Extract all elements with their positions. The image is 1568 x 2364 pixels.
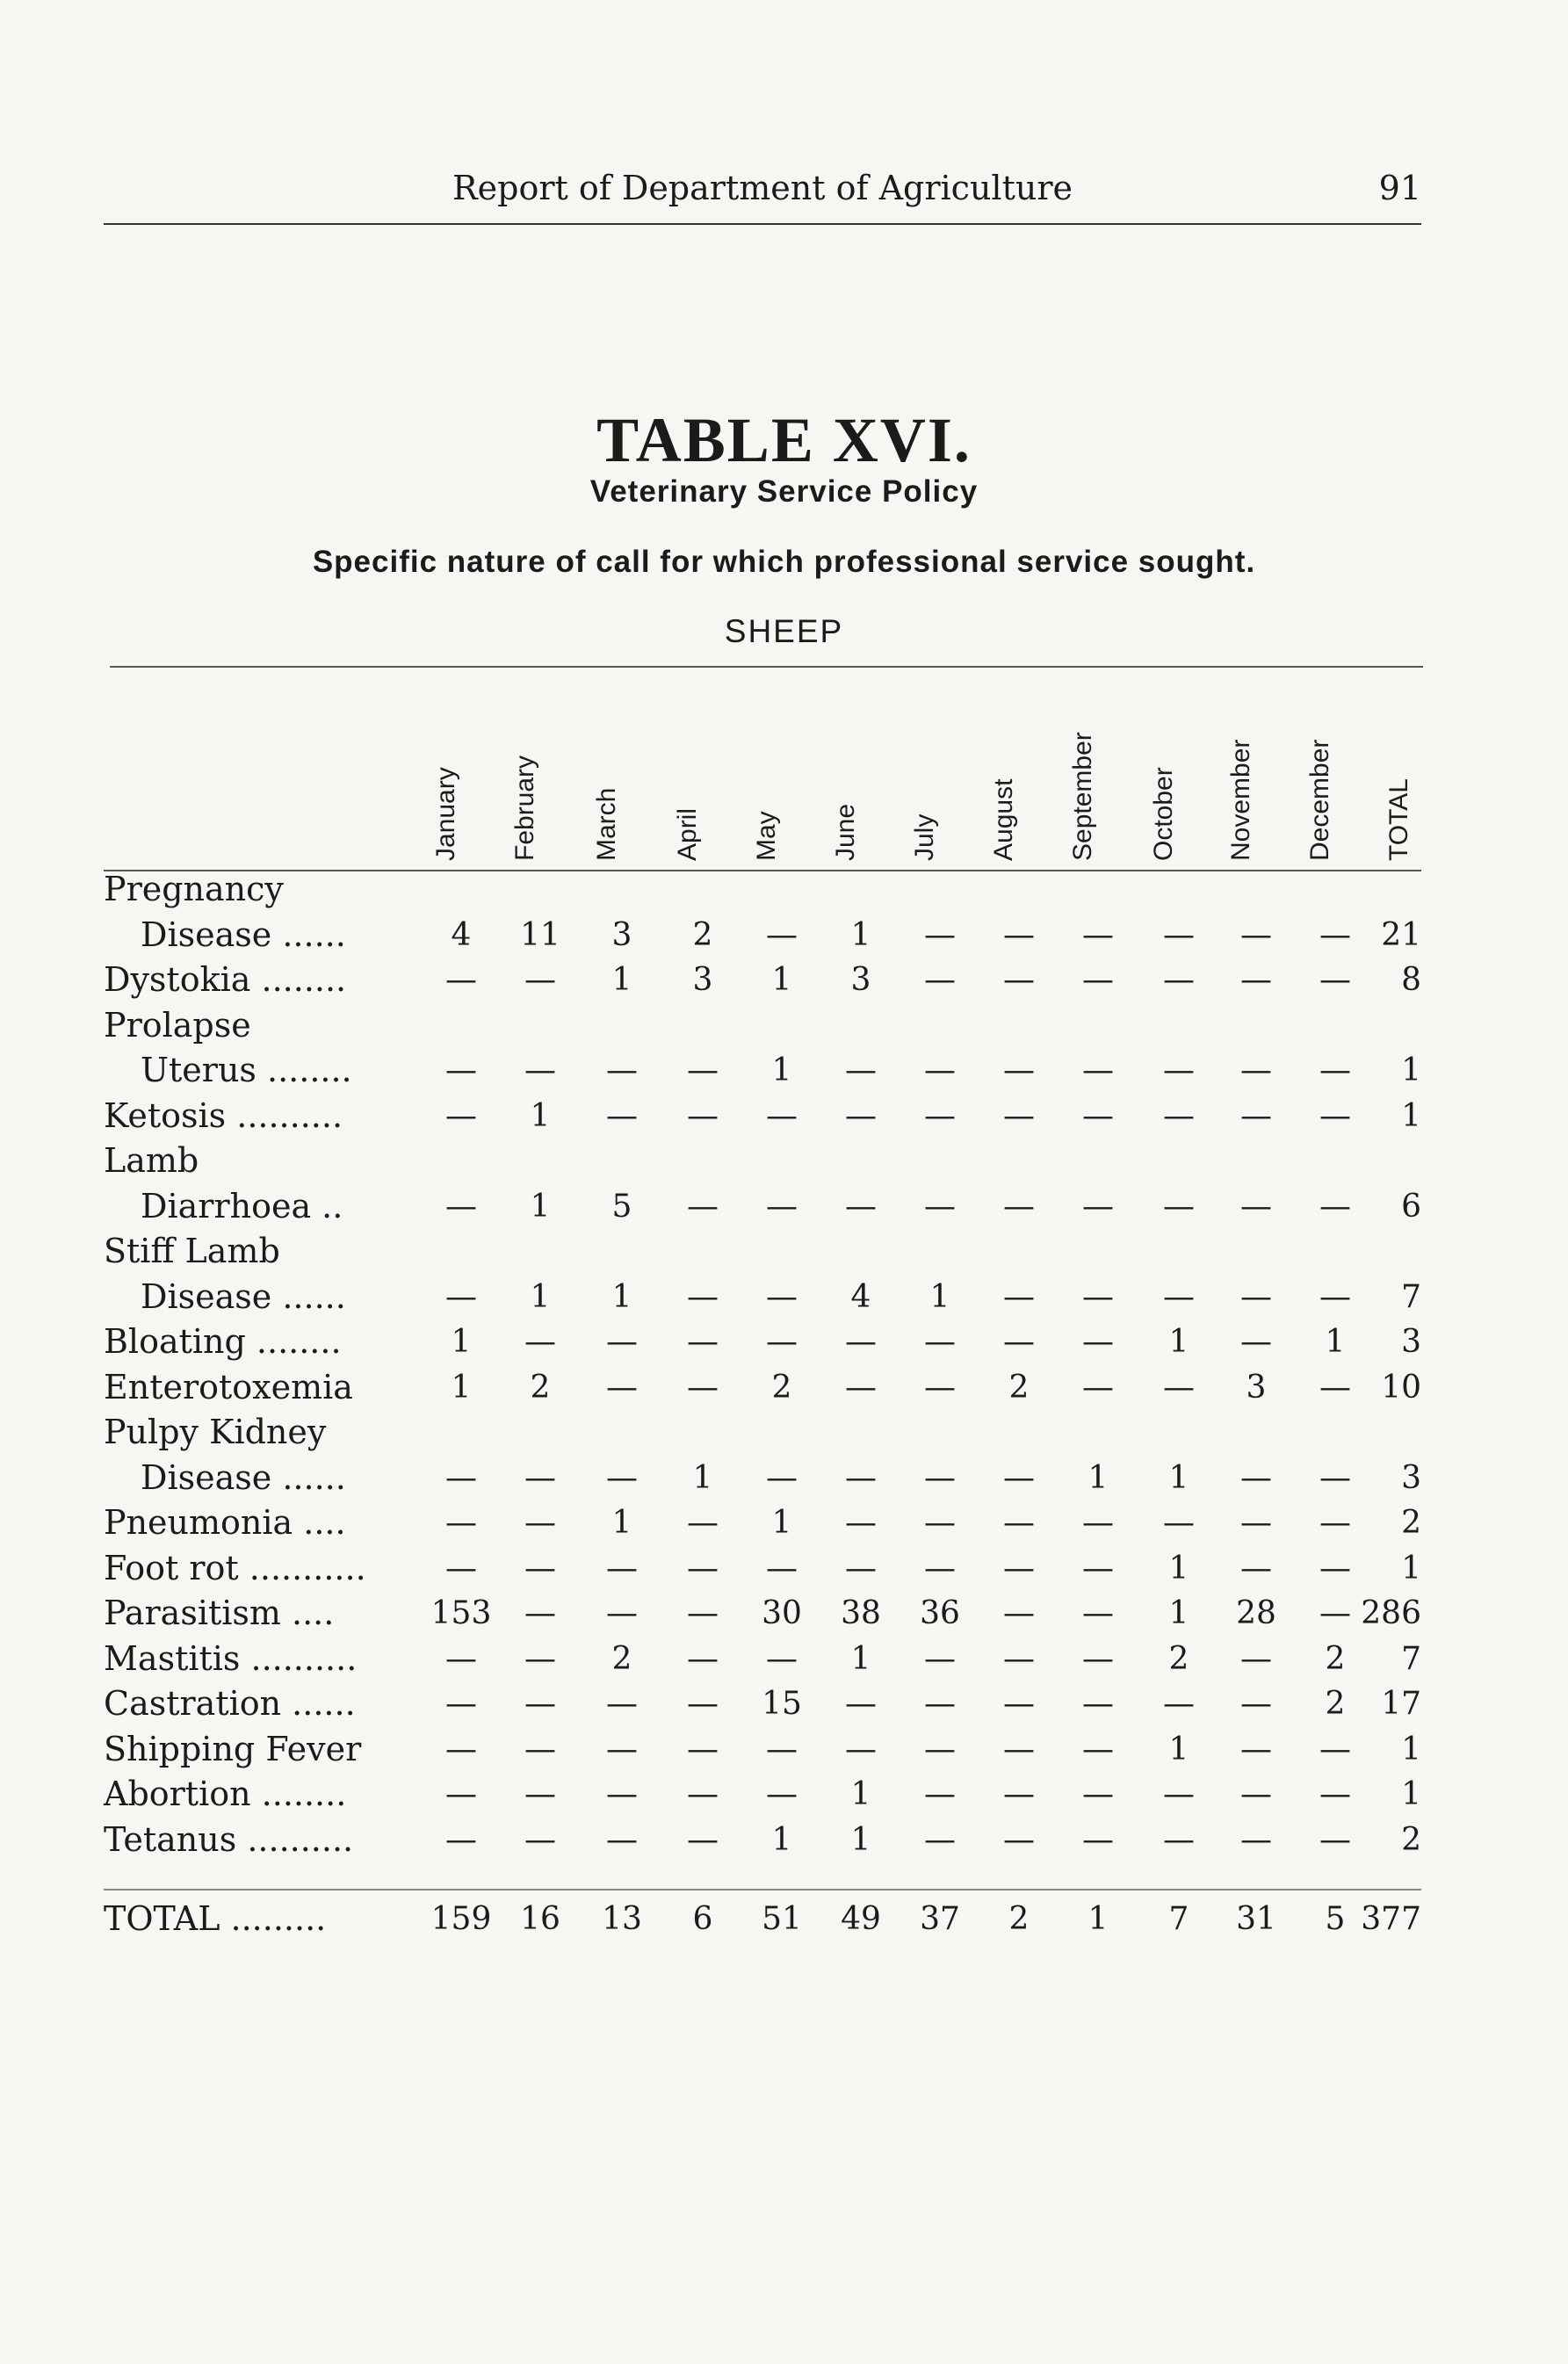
table-cell: —	[1319, 1595, 1351, 1631]
table-cell: —	[1319, 1278, 1351, 1315]
table-cell: —	[1240, 1731, 1272, 1768]
table-cell: —	[524, 1686, 556, 1722]
table-cell: 2	[771, 1369, 792, 1406]
table-cell: —	[445, 1505, 477, 1541]
table-cell: 2	[1008, 1369, 1030, 1406]
table-cell: —	[1319, 1505, 1351, 1541]
table-cell: 21	[1381, 916, 1421, 953]
table-cell: —	[924, 1188, 956, 1225]
column-header-label: September	[1068, 732, 1097, 861]
row-label: Pregnancy	[104, 870, 284, 908]
table-cell: —	[845, 1686, 877, 1722]
table-cell: —	[1163, 1686, 1195, 1722]
table-cell: —	[606, 1595, 638, 1631]
table-species: SHEEP	[724, 613, 844, 649]
table-cell: —	[845, 1369, 877, 1406]
table-cell: 1	[1401, 1052, 1421, 1088]
table-cell: 1	[1401, 1776, 1421, 1812]
table-cell: 5	[611, 1188, 632, 1225]
table-cell: 7	[1401, 1278, 1421, 1315]
table-cell: —	[606, 1459, 638, 1496]
table-cell: 1	[1401, 1731, 1421, 1768]
table-cell: —	[445, 1821, 477, 1858]
table-cell: —	[1240, 1640, 1272, 1677]
table-cell: 3	[1401, 1324, 1421, 1360]
table-cell: —	[1319, 1731, 1351, 1768]
table-cell: 1	[692, 1459, 713, 1496]
table-cell: —	[1003, 1097, 1035, 1134]
table-cell: —	[766, 1459, 798, 1496]
table-cell: 1	[771, 1052, 792, 1088]
table-cell: —	[1003, 916, 1035, 953]
table-cell: 1	[451, 1324, 472, 1360]
table-cell: —	[1082, 962, 1114, 998]
table-cell: —	[924, 1731, 956, 1768]
table-cell: 1	[850, 916, 871, 953]
table-cell: —	[766, 1278, 798, 1315]
table-cell: 2	[692, 916, 713, 953]
table-subtitle: Veterinary Service Policy	[589, 474, 979, 509]
table-cell: —	[524, 1052, 556, 1088]
table-cell: —	[1163, 962, 1195, 998]
table-cell: 3	[692, 962, 713, 998]
table-cell: 1	[451, 1369, 472, 1406]
table-cell: —	[924, 1459, 956, 1496]
table-cell: 2	[611, 1640, 632, 1677]
table-cell: —	[445, 1278, 477, 1315]
table-cell: —	[766, 1188, 798, 1225]
table-cell: —	[524, 1459, 556, 1496]
column-header-label: November	[1226, 739, 1255, 861]
table-cell: —	[1240, 1188, 1272, 1225]
table-cell: —	[687, 1188, 719, 1225]
column-header-label: TOTAL	[1384, 778, 1413, 861]
table-cell: —	[1319, 1821, 1351, 1858]
running-head	[104, 169, 1421, 221]
table-cell: 2	[1401, 1821, 1421, 1858]
table-cell: 28	[1236, 1595, 1276, 1631]
table-cell: —	[687, 1640, 719, 1677]
table-cell: —	[1082, 1776, 1114, 1812]
row-label: Uterus ........	[141, 1051, 352, 1089]
table-cell: —	[924, 1550, 956, 1587]
total-cell: 49	[841, 1901, 881, 1937]
table-cell: —	[1003, 1550, 1035, 1587]
table-cell: —	[524, 1324, 556, 1360]
row-label: Dystokia ........	[104, 960, 347, 999]
table-cell: —	[1319, 1776, 1351, 1812]
table-cell: —	[845, 1459, 877, 1496]
table-cell: —	[1163, 1188, 1195, 1225]
table-cell: —	[445, 1459, 477, 1496]
table-cell: —	[1319, 916, 1351, 953]
table-cell: 1	[929, 1278, 950, 1315]
table-cell: 15	[762, 1686, 802, 1722]
table-cell: —	[687, 1550, 719, 1587]
row-label: Parasitism ....	[104, 1594, 335, 1632]
table-cell: —	[845, 1052, 877, 1088]
total-rule	[104, 1889, 1421, 1890]
table-cell: —	[924, 1686, 956, 1722]
column-header-label: April	[673, 807, 702, 861]
table-cell: —	[1003, 1595, 1035, 1631]
table-cell: —	[445, 1686, 477, 1722]
table-cell: —	[1240, 1459, 1272, 1496]
table-cell: 1	[850, 1776, 871, 1812]
table-cell: —	[1003, 1459, 1035, 1496]
table-cell: 8	[1401, 962, 1421, 998]
table-cell: —	[845, 1550, 877, 1587]
table-cell: —	[1003, 1686, 1035, 1722]
table-cell: —	[1003, 1821, 1035, 1858]
table-cell: —	[687, 1731, 719, 1768]
table-cell: —	[1163, 1505, 1195, 1541]
table-cell: 6	[1401, 1188, 1421, 1225]
table-cell: 1	[771, 1821, 792, 1858]
row-label: Disease ......	[141, 915, 346, 954]
table-caption: Specific nature of call for which professional service sought.	[312, 545, 1256, 579]
table-cell: —	[445, 1052, 477, 1088]
table-cell: 1	[611, 1278, 632, 1315]
table-cell: —	[687, 1821, 719, 1858]
column-header-label: July	[910, 813, 939, 861]
table-cell: —	[1240, 1278, 1272, 1315]
table-cell: 3	[611, 916, 632, 953]
table-cell: —	[524, 1505, 556, 1541]
table-cell: —	[766, 1097, 798, 1134]
total-cell: 5	[1325, 1901, 1346, 1937]
total-label: TOTAL .........	[104, 1899, 327, 1938]
table-cell: —	[1319, 1459, 1351, 1496]
table-cell: —	[845, 1188, 877, 1225]
table-cell: —	[1082, 1369, 1114, 1406]
table-cell: —	[1003, 1731, 1035, 1768]
total-cell: 13	[602, 1901, 642, 1937]
table-cell: —	[1082, 1097, 1114, 1134]
table-cell: —	[606, 1324, 638, 1360]
table-cell: 2	[1325, 1640, 1346, 1677]
table-cell: —	[1240, 1097, 1272, 1134]
table-cell: 286	[1361, 1595, 1421, 1631]
column-header-label: December	[1305, 739, 1334, 861]
total-cell: 31	[1236, 1901, 1276, 1937]
table-cell: —	[687, 1505, 719, 1541]
table-cell: —	[1240, 916, 1272, 953]
table-cell: —	[1082, 1640, 1114, 1677]
table-cell: —	[845, 1097, 877, 1134]
table-cell: —	[1082, 1686, 1114, 1722]
table-cell: —	[606, 1550, 638, 1587]
table-cell: —	[445, 1640, 477, 1677]
column-header-label: May	[752, 811, 781, 861]
table-cell: 4	[451, 916, 472, 953]
table-cell: —	[1240, 962, 1272, 998]
table-cell: 1	[611, 1505, 632, 1541]
table-cell: —	[845, 1505, 877, 1541]
total-cell: 1	[1087, 1901, 1109, 1937]
table-cell: 3	[1401, 1459, 1421, 1496]
table-cell: —	[1163, 1278, 1195, 1315]
table-cell: —	[524, 1640, 556, 1677]
table-cell: —	[766, 1640, 798, 1677]
table-cell: —	[687, 1369, 719, 1406]
table-cell: 3	[1246, 1369, 1267, 1406]
row-label: Diarrhoea ..	[141, 1186, 343, 1225]
table-cell: —	[524, 1595, 556, 1631]
table-cell: 7	[1401, 1640, 1421, 1677]
table-cell: 11	[520, 916, 560, 953]
header-rule	[104, 870, 1421, 871]
table-cell: —	[1240, 1505, 1272, 1541]
table-cell: —	[1082, 1550, 1114, 1587]
table-cell: —	[524, 1731, 556, 1768]
table-cell: —	[687, 1686, 719, 1722]
row-label: Tetanus ..........	[104, 1819, 354, 1859]
table-cell: —	[1163, 1369, 1195, 1406]
table-cell: 17	[1381, 1686, 1421, 1722]
table-cell: —	[606, 1821, 638, 1858]
table-cell: 1	[530, 1097, 551, 1134]
table-cell: —	[924, 1369, 956, 1406]
total-cell: 16	[520, 1901, 560, 1937]
table-cell: —	[1003, 1324, 1035, 1360]
row-label: Lamb	[104, 1141, 199, 1180]
table-cell: —	[606, 1731, 638, 1768]
table-cell: —	[445, 1731, 477, 1768]
table-cell: —	[1240, 1821, 1272, 1858]
table-cell: —	[924, 1640, 956, 1677]
table-cell: 1	[850, 1821, 871, 1858]
running-head-rule	[104, 223, 1421, 225]
row-label: Ketosis ..........	[104, 1095, 343, 1135]
table-cell: —	[1003, 962, 1035, 998]
table-cell: —	[1003, 1278, 1035, 1315]
table-cell: 3	[850, 962, 871, 998]
table-cell: —	[1082, 1595, 1114, 1631]
table-cell: —	[1163, 1097, 1195, 1134]
table-cell: —	[1319, 1369, 1351, 1406]
table-cell: —	[606, 1369, 638, 1406]
table-cell: —	[1082, 1505, 1114, 1541]
column-header-label: October	[1149, 767, 1178, 861]
table-cell: 4	[850, 1278, 871, 1315]
table-cell: —	[687, 1324, 719, 1360]
total-cell: 6	[692, 1901, 713, 1937]
table-cell: —	[924, 1505, 956, 1541]
row-label: Castration ......	[104, 1684, 356, 1723]
column-header-label: August	[989, 778, 1018, 861]
table-cell: —	[766, 1731, 798, 1768]
table-cell: —	[524, 962, 556, 998]
table-cell: —	[1082, 1324, 1114, 1360]
table-cell: 1	[850, 1640, 871, 1677]
table-cell: —	[1082, 916, 1114, 953]
table-cell: 1	[530, 1278, 551, 1315]
table-cell: 1	[771, 962, 792, 998]
table-cell: —	[1003, 1776, 1035, 1812]
table-cell: —	[1082, 1731, 1114, 1768]
table-cell: —	[766, 1550, 798, 1587]
column-header-label: January	[431, 767, 460, 861]
table-cell: 1	[1325, 1324, 1346, 1360]
table-cell: —	[1319, 1052, 1351, 1088]
table-cell: 1	[1168, 1459, 1189, 1496]
table-cell: —	[1163, 916, 1195, 953]
row-label: Bloating ........	[104, 1322, 342, 1361]
row-label: Disease ......	[141, 1276, 346, 1316]
table-cell: 10	[1381, 1369, 1421, 1406]
total-cell: 2	[1008, 1901, 1030, 1937]
table-cell: 1	[771, 1505, 792, 1541]
table-cell: 1	[530, 1188, 551, 1225]
table-cell: —	[1319, 1097, 1351, 1134]
column-header-label: June	[831, 803, 860, 861]
table-cell: —	[924, 1324, 956, 1360]
table-cell: —	[524, 1821, 556, 1858]
total-cell: 51	[762, 1901, 802, 1937]
running-head-title: Report of Department of Agriculture	[452, 169, 1073, 207]
table-cell: 153	[430, 1595, 492, 1631]
table-cell: —	[1003, 1188, 1035, 1225]
table-cell: —	[1240, 1052, 1272, 1088]
row-label: Pneumonia ....	[104, 1503, 346, 1542]
table-cell: —	[1082, 1821, 1114, 1858]
table-cell: 1	[1168, 1324, 1189, 1360]
table-cell: 1	[1401, 1550, 1421, 1587]
table-cell: —	[1240, 1776, 1272, 1812]
table-cell: —	[687, 1052, 719, 1088]
table-cell: —	[924, 1821, 956, 1858]
table-cell: 2	[1325, 1686, 1346, 1722]
table-cell: —	[687, 1595, 719, 1631]
column-header-label: March	[592, 787, 621, 861]
table-cell: —	[1319, 1550, 1351, 1587]
table-cell: —	[766, 1324, 798, 1360]
table-cell: —	[524, 1776, 556, 1812]
row-label: Foot rot ...........	[104, 1548, 366, 1587]
table-cell: 2	[1168, 1640, 1189, 1677]
table-cell: —	[1319, 1188, 1351, 1225]
table-cell: —	[845, 1731, 877, 1768]
row-label: Abortion ........	[104, 1775, 347, 1813]
table-cell: —	[445, 1188, 477, 1225]
table-cell: —	[687, 1776, 719, 1812]
table-top-rule	[110, 666, 1423, 668]
table-cell: —	[924, 1052, 956, 1088]
table-cell: —	[1082, 1188, 1114, 1225]
table-cell: —	[606, 1776, 638, 1812]
table-cell: —	[606, 1052, 638, 1088]
table-cell: —	[1003, 1640, 1035, 1677]
table-cell: —	[924, 962, 956, 998]
table-cell: —	[606, 1686, 638, 1722]
row-label: Pulpy Kidney	[104, 1413, 327, 1451]
table-cell: —	[606, 1097, 638, 1134]
table-cell: —	[1082, 1278, 1114, 1315]
row-label: Enterotoxemia	[104, 1367, 353, 1406]
table-cell: —	[924, 1776, 956, 1812]
page-number: 91	[1378, 169, 1421, 207]
table-cell: —	[1240, 1550, 1272, 1587]
table-cell: —	[524, 1550, 556, 1587]
table-cell: 30	[762, 1595, 802, 1631]
table-cell: —	[1163, 1052, 1195, 1088]
table-cell: —	[845, 1324, 877, 1360]
table-cell: —	[1240, 1686, 1272, 1722]
table-cell: —	[687, 1278, 719, 1315]
table-cell: —	[1240, 1324, 1272, 1360]
row-label: Stiff Lamb	[104, 1232, 280, 1270]
table-cell: 1	[1168, 1731, 1189, 1768]
table-cell: 1	[1087, 1459, 1109, 1496]
table-cell: 1	[1401, 1097, 1421, 1134]
table-cell: 1	[1168, 1550, 1189, 1587]
table-cell: 2	[530, 1369, 551, 1406]
table-cell: —	[687, 1097, 719, 1134]
table-cell: —	[1003, 1052, 1035, 1088]
row-label: Shipping Fever	[104, 1729, 362, 1768]
table-cell: 1	[611, 962, 632, 998]
row-label: Disease ......	[141, 1457, 346, 1497]
table-cell: —	[924, 1097, 956, 1134]
table-cell: —	[924, 916, 956, 953]
total-cell: 377	[1361, 1901, 1421, 1937]
total-cell: 7	[1168, 1901, 1189, 1937]
table-cell: —	[445, 1776, 477, 1812]
table-cell: 2	[1401, 1505, 1421, 1541]
table-cell: —	[766, 1776, 798, 1812]
table-cell: —	[445, 1097, 477, 1134]
table-cell: 36	[920, 1595, 960, 1631]
column-header-label: February	[510, 755, 539, 861]
row-label: Prolapse	[104, 1005, 251, 1045]
table-cell: —	[1082, 1052, 1114, 1088]
table-cell: —	[1163, 1821, 1195, 1858]
total-cell: 159	[430, 1901, 492, 1937]
table-cell: 1	[1168, 1595, 1189, 1631]
row-label: Mastitis ..........	[104, 1638, 358, 1678]
table-cell: —	[445, 1550, 477, 1587]
table-cell: —	[1163, 1776, 1195, 1812]
table-title: TABLE XVI.	[596, 405, 972, 475]
table-cell: —	[1003, 1505, 1035, 1541]
table-cell: 38	[841, 1595, 881, 1631]
table-cell: —	[445, 962, 477, 998]
table-cell: —	[766, 916, 798, 953]
total-cell: 37	[920, 1901, 960, 1937]
table-cell: —	[1319, 962, 1351, 998]
